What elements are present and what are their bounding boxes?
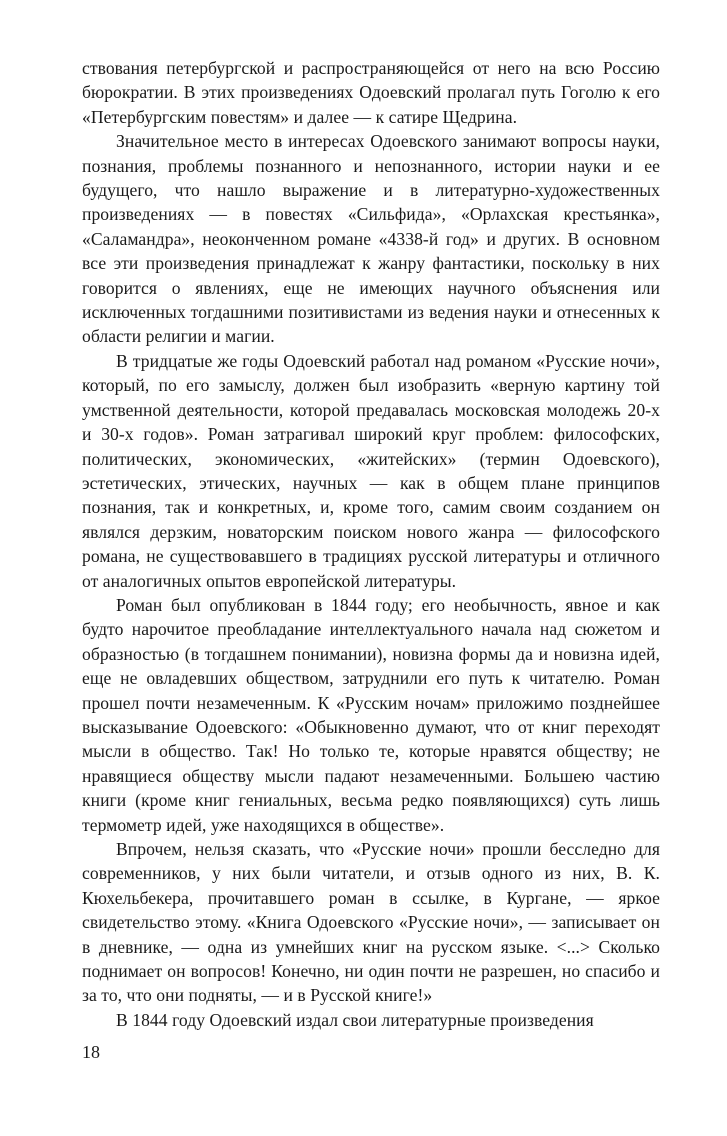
paragraph-final-line: В 1844 году Одоевский издал свои литературные произведения <box>116 1009 594 1030</box>
paragraph-kuchelbecker: Впрочем, нельзя сказать, что «Русские ночи» прошли бесследно для современников, у них были читатели, и отзыв одного из них, В. К. Кюхельбекера, прочитавшего роман в ссылке, в Кургане, — яркое свидетельство этому. «Книга Одоевского «Русские ночи», — записывает он в дневнике, — одна из умнейших книг на русском языке. <...> Сколько поднимает он вопросов! Конечно, ни один почти не разрешен, но спасибо и за то, что они подняты, — и в Русской книге!» <box>82 839 660 1006</box>
paragraph-science-interests: Значительное место в интересах Одоевского занимают вопросы науки, познания, проблемы познанного и непознанного, истории науки и ее будущего, что нашло выражение и в литературно-художественных произведениях — в повестях «Сильфида», «Орлахская крестьянка», «Саламандра», неоконченном романе «4338-й год» и других. В основном все эти произведения принадлежат к жанру фантастики, поскольку в них говорится о явлениях, еще не имеющих научного объяснения или исключенных тогдашними позитивистами из ведения науки и отнесенных к области религии и магии. <box>82 131 660 347</box>
page-body <box>82 56 660 1032</box>
paragraph-continued: ствования петербургской и распространяющейся от него на всю Россию бюрократии. В этих произведениях Одоевский пролагал путь Гоголю к его «Петербургским повестям» и далее — к сатире Щедрина. <box>82 58 660 127</box>
paragraph-publication-1844: Роман был опубликован в 1844 году; его необычность, явное и как будто нарочитое преобладание интеллектуального начала над сюжетом и образностью (в тогдашнем понимании), новизна формы да и новизна идей, еще не овладевших обществом, затруднили его путь к читателю. Роман прошел почти незамеченным. К «Русским ночам» приложимо позднейшее высказывание Одоевского: «Обыкновенно думают, что от книг переходят мысли в общество. Так! Но только те, которые нравятся обществу; не нравящиеся обществу мысли падают незамеченными. Большею частию книги (кроме книг гениальных, весьма редко появляющихся) суть лишь термометр идей, уже находящихся в обществе». <box>82 594 660 835</box>
page-number: 18 <box>82 1042 100 1062</box>
paragraph-russian-nights: В тридцатые же годы Одоевский работал над романом «Русские ночи», который, по его замыслу, должен был изобразить «верную картину той умственной деятельности, которой предавалась московская молодежь 20-х и 30-х годов». Роман затрагивал широкий круг проблем: философских, политических, экономических, «житейских» (термин Одоевского), эстетических, этических, научных — как в общем плане принципов познания, так и конкретных, и, кроме того, самим своим созданием он являлся дерзким, новаторским поиском нового жанра — философского романа, не существовавшего в традициях русской литературы и отличного от аналогичных опытов европейской литературы. <box>82 350 660 591</box>
